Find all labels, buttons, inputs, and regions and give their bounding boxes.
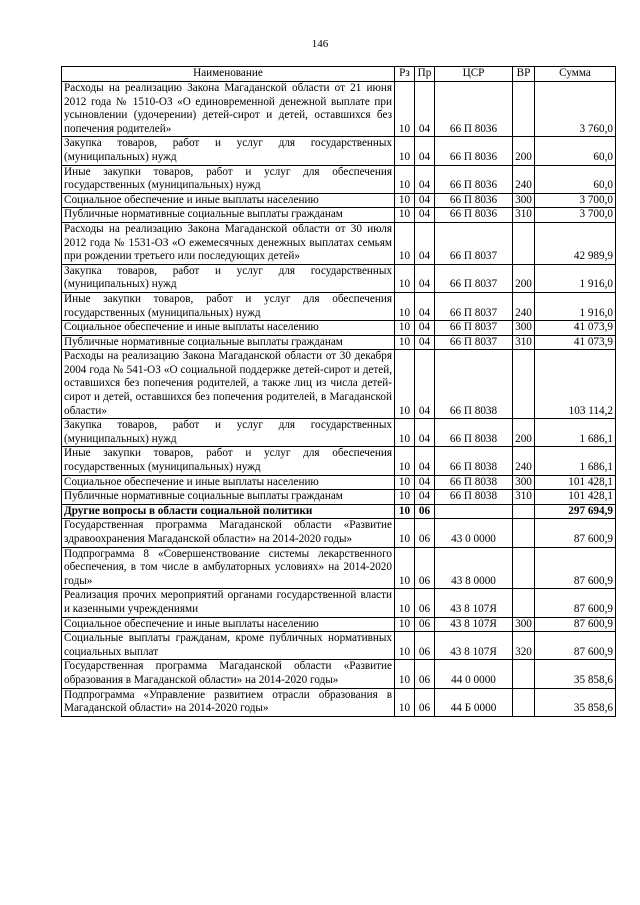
table-row bbox=[62, 688, 616, 716]
cell-sum: 101 428,1 bbox=[535, 475, 616, 490]
cell-csr: 66 П 8037 bbox=[435, 264, 513, 292]
cell-pr: 06 bbox=[415, 688, 435, 716]
cell-pr: 04 bbox=[415, 475, 435, 490]
table-header-row bbox=[62, 67, 616, 82]
table-row bbox=[62, 292, 616, 320]
cell-pr: 04 bbox=[415, 137, 435, 165]
cell-vr bbox=[513, 82, 535, 137]
cell-pr: 04 bbox=[415, 321, 435, 336]
cell-sum: 297 694,9 bbox=[535, 504, 616, 519]
cell-pr: 04 bbox=[415, 447, 435, 475]
cell-rz: 10 bbox=[395, 264, 415, 292]
table-row bbox=[62, 264, 616, 292]
cell-vr: 200 bbox=[513, 137, 535, 165]
table-row bbox=[62, 419, 616, 447]
header-csr: ЦСР bbox=[435, 67, 513, 82]
cell-sum: 87 600,9 bbox=[535, 589, 616, 617]
cell-sum: 42 989,9 bbox=[535, 222, 616, 264]
cell-sum: 87 600,9 bbox=[535, 519, 616, 547]
cell-vr: 240 bbox=[513, 447, 535, 475]
table-row bbox=[62, 519, 616, 547]
cell-vr: 300 bbox=[513, 193, 535, 208]
cell-csr: 66 П 8036 bbox=[435, 165, 513, 193]
table-row bbox=[62, 208, 616, 223]
cell-vr bbox=[513, 504, 535, 519]
cell-sum: 87 600,9 bbox=[535, 632, 616, 660]
cell-name: Подпрограмма «Управление развитием отрасли образования в Магаданской области» на 2014-2020 годы» bbox=[62, 688, 395, 716]
cell-pr: 04 bbox=[415, 193, 435, 208]
header-pr: Пр bbox=[415, 67, 435, 82]
cell-name: Государственная программа Магаданской области «Развитие образования в Магаданской области» на 2014-2020 годы» bbox=[62, 660, 395, 688]
cell-csr: 66 П 8038 bbox=[435, 350, 513, 419]
header-name: Наименование bbox=[62, 67, 395, 82]
cell-name: Закупка товаров, работ и услуг для государственных (муниципальных) нужд bbox=[62, 264, 395, 292]
cell-rz: 10 bbox=[395, 335, 415, 350]
cell-pr: 04 bbox=[415, 222, 435, 264]
cell-pr: 04 bbox=[415, 419, 435, 447]
cell-pr: 04 bbox=[415, 208, 435, 223]
cell-rz: 10 bbox=[395, 208, 415, 223]
cell-sum: 87 600,9 bbox=[535, 547, 616, 589]
cell-vr: 300 bbox=[513, 617, 535, 632]
table-row bbox=[62, 350, 616, 419]
cell-vr bbox=[513, 660, 535, 688]
cell-csr: 66 П 8038 bbox=[435, 490, 513, 505]
cell-sum: 41 073,9 bbox=[535, 321, 616, 336]
cell-sum: 60,0 bbox=[535, 137, 616, 165]
table-row bbox=[62, 165, 616, 193]
cell-name: Иные закупки товаров, работ и услуг для обеспечения государственных (муниципальных) нужд bbox=[62, 292, 395, 320]
header-sum: Сумма bbox=[535, 67, 616, 82]
cell-rz: 10 bbox=[395, 447, 415, 475]
cell-csr: 44 0 0000 bbox=[435, 660, 513, 688]
cell-sum: 3 700,0 bbox=[535, 193, 616, 208]
cell-vr: 300 bbox=[513, 475, 535, 490]
cell-sum: 41 073,9 bbox=[535, 335, 616, 350]
cell-rz: 10 bbox=[395, 321, 415, 336]
cell-sum: 60,0 bbox=[535, 165, 616, 193]
cell-vr: 310 bbox=[513, 490, 535, 505]
cell-name: Социальные выплаты гражданам, кроме публичных нормативных социальных выплат bbox=[62, 632, 395, 660]
cell-name: Расходы на реализацию Закона Магаданской области от 21 июня 2012 года № 1510-ОЗ «О единовременной денежной выплате при усыновлении (удочерении) детей-сирот и детей, оставшихся без попечения родителей» bbox=[62, 82, 395, 137]
cell-name: Публичные нормативные социальные выплаты гражданам bbox=[62, 208, 395, 223]
cell-csr bbox=[435, 504, 513, 519]
cell-csr: 66 П 8037 bbox=[435, 335, 513, 350]
table-row bbox=[62, 660, 616, 688]
cell-csr: 66 П 8036 bbox=[435, 208, 513, 223]
cell-pr: 04 bbox=[415, 335, 435, 350]
table-row bbox=[62, 504, 616, 519]
cell-csr: 66 П 8037 bbox=[435, 292, 513, 320]
cell-vr: 200 bbox=[513, 419, 535, 447]
table-row bbox=[62, 547, 616, 589]
cell-vr: 320 bbox=[513, 632, 535, 660]
cell-rz: 10 bbox=[395, 519, 415, 547]
cell-sum: 35 858,6 bbox=[535, 688, 616, 716]
cell-sum: 87 600,9 bbox=[535, 617, 616, 632]
cell-vr bbox=[513, 688, 535, 716]
cell-pr: 04 bbox=[415, 292, 435, 320]
cell-rz: 10 bbox=[395, 688, 415, 716]
table-row bbox=[62, 82, 616, 137]
cell-pr: 06 bbox=[415, 617, 435, 632]
cell-rz: 10 bbox=[395, 547, 415, 589]
cell-csr: 43 0 0000 bbox=[435, 519, 513, 547]
cell-csr: 66 П 8038 bbox=[435, 447, 513, 475]
cell-csr: 43 8 0000 bbox=[435, 547, 513, 589]
cell-name: Закупка товаров, работ и услуг для государственных (муниципальных) нужд bbox=[62, 137, 395, 165]
cell-sum: 1 916,0 bbox=[535, 264, 616, 292]
cell-name: Публичные нормативные социальные выплаты гражданам bbox=[62, 490, 395, 505]
table-row bbox=[62, 335, 616, 350]
cell-vr: 240 bbox=[513, 292, 535, 320]
cell-name: Расходы на реализацию Закона Магаданской области от 30 июля 2012 года № 1531-ОЗ «О ежемесячных денежных выплатах семьям при рождении третьего или последующих детей» bbox=[62, 222, 395, 264]
cell-vr: 240 bbox=[513, 165, 535, 193]
cell-name: Социальное обеспечение и иные выплаты населению bbox=[62, 321, 395, 336]
table-row bbox=[62, 632, 616, 660]
header-vr: ВР bbox=[513, 67, 535, 82]
cell-rz: 10 bbox=[395, 165, 415, 193]
cell-csr: 66 П 8037 bbox=[435, 222, 513, 264]
cell-name: Социальное обеспечение и иные выплаты населению bbox=[62, 193, 395, 208]
cell-sum: 35 858,6 bbox=[535, 660, 616, 688]
cell-sum: 1 686,1 bbox=[535, 447, 616, 475]
cell-name: Реализация прочих мероприятий органами государственной власти и казенными учреждениями bbox=[62, 589, 395, 617]
cell-rz: 10 bbox=[395, 632, 415, 660]
cell-csr: 66 П 8038 bbox=[435, 475, 513, 490]
cell-name: Подпрограмма 8 «Совершенствование системы лекарственного обеспечения, в том числе в амбулаторных условиях» на 2014-2020 годы» bbox=[62, 547, 395, 589]
cell-csr: 66 П 8037 bbox=[435, 321, 513, 336]
cell-vr bbox=[513, 547, 535, 589]
cell-rz: 10 bbox=[395, 589, 415, 617]
table-row bbox=[62, 137, 616, 165]
cell-csr: 43 8 107Я bbox=[435, 632, 513, 660]
cell-pr: 06 bbox=[415, 632, 435, 660]
cell-csr: 66 П 8036 bbox=[435, 193, 513, 208]
cell-rz: 10 bbox=[395, 475, 415, 490]
table-row bbox=[62, 321, 616, 336]
cell-vr: 310 bbox=[513, 335, 535, 350]
cell-csr: 66 П 8038 bbox=[435, 419, 513, 447]
cell-csr: 43 8 107Я bbox=[435, 617, 513, 632]
table-row bbox=[62, 193, 616, 208]
cell-vr bbox=[513, 589, 535, 617]
cell-rz: 10 bbox=[395, 350, 415, 419]
cell-rz: 10 bbox=[395, 617, 415, 632]
table-row bbox=[62, 490, 616, 505]
cell-pr: 06 bbox=[415, 589, 435, 617]
cell-rz: 10 bbox=[395, 504, 415, 519]
cell-sum: 103 114,2 bbox=[535, 350, 616, 419]
table-row bbox=[62, 447, 616, 475]
cell-pr: 06 bbox=[415, 660, 435, 688]
cell-vr bbox=[513, 222, 535, 264]
cell-csr: 66 П 8036 bbox=[435, 137, 513, 165]
cell-vr: 310 bbox=[513, 208, 535, 223]
cell-rz: 10 bbox=[395, 137, 415, 165]
cell-pr: 06 bbox=[415, 519, 435, 547]
header-rz: Рз bbox=[395, 67, 415, 82]
cell-rz: 10 bbox=[395, 292, 415, 320]
cell-sum: 1 916,0 bbox=[535, 292, 616, 320]
cell-rz: 10 bbox=[395, 660, 415, 688]
cell-name: Закупка товаров, работ и услуг для государственных (муниципальных) нужд bbox=[62, 419, 395, 447]
cell-vr: 200 bbox=[513, 264, 535, 292]
cell-vr bbox=[513, 350, 535, 419]
cell-csr: 66 П 8036 bbox=[435, 82, 513, 137]
cell-rz: 10 bbox=[395, 82, 415, 137]
cell-sum: 1 686,1 bbox=[535, 419, 616, 447]
cell-csr: 43 8 107Я bbox=[435, 589, 513, 617]
cell-sum: 101 428,1 bbox=[535, 490, 616, 505]
cell-vr: 300 bbox=[513, 321, 535, 336]
cell-pr: 04 bbox=[415, 82, 435, 137]
table-row bbox=[62, 589, 616, 617]
cell-csr: 44 Б 0000 bbox=[435, 688, 513, 716]
budget-table bbox=[61, 66, 616, 717]
cell-name: Иные закупки товаров, работ и услуг для обеспечения государственных (муниципальных) нужд bbox=[62, 447, 395, 475]
table-row bbox=[62, 475, 616, 490]
cell-name: Социальное обеспечение и иные выплаты населению bbox=[62, 617, 395, 632]
cell-name: Публичные нормативные социальные выплаты гражданам bbox=[62, 335, 395, 350]
cell-name: Государственная программа Магаданской области «Развитие здравоохранения Магаданской области» на 2014-2020 годы» bbox=[62, 519, 395, 547]
cell-rz: 10 bbox=[395, 222, 415, 264]
table-row bbox=[62, 617, 616, 632]
cell-name: Другие вопросы в области социальной политики bbox=[62, 504, 395, 519]
table-row bbox=[62, 222, 616, 264]
cell-rz: 10 bbox=[395, 490, 415, 505]
cell-pr: 06 bbox=[415, 547, 435, 589]
cell-pr: 04 bbox=[415, 264, 435, 292]
cell-vr bbox=[513, 519, 535, 547]
cell-pr: 04 bbox=[415, 350, 435, 419]
cell-name: Расходы на реализацию Закона Магаданской области от 30 декабря 2004 года № 541-ОЗ «О социальной поддержке детей-сирот и детей, оставшихся без попечения родителей, а также лиц из числа детей-сирот и детей, оставшихся без попечения родителей, в Магаданской области» bbox=[62, 350, 395, 419]
cell-rz: 10 bbox=[395, 193, 415, 208]
cell-pr: 06 bbox=[415, 504, 435, 519]
cell-pr: 04 bbox=[415, 165, 435, 193]
cell-sum: 3 700,0 bbox=[535, 208, 616, 223]
cell-pr: 04 bbox=[415, 490, 435, 505]
cell-sum: 3 760,0 bbox=[535, 82, 616, 137]
page-number: 146 bbox=[311, 38, 329, 50]
cell-rz: 10 bbox=[395, 419, 415, 447]
cell-name: Социальное обеспечение и иные выплаты населению bbox=[62, 475, 395, 490]
cell-name: Иные закупки товаров, работ и услуг для обеспечения государственных (муниципальных) нужд bbox=[62, 165, 395, 193]
